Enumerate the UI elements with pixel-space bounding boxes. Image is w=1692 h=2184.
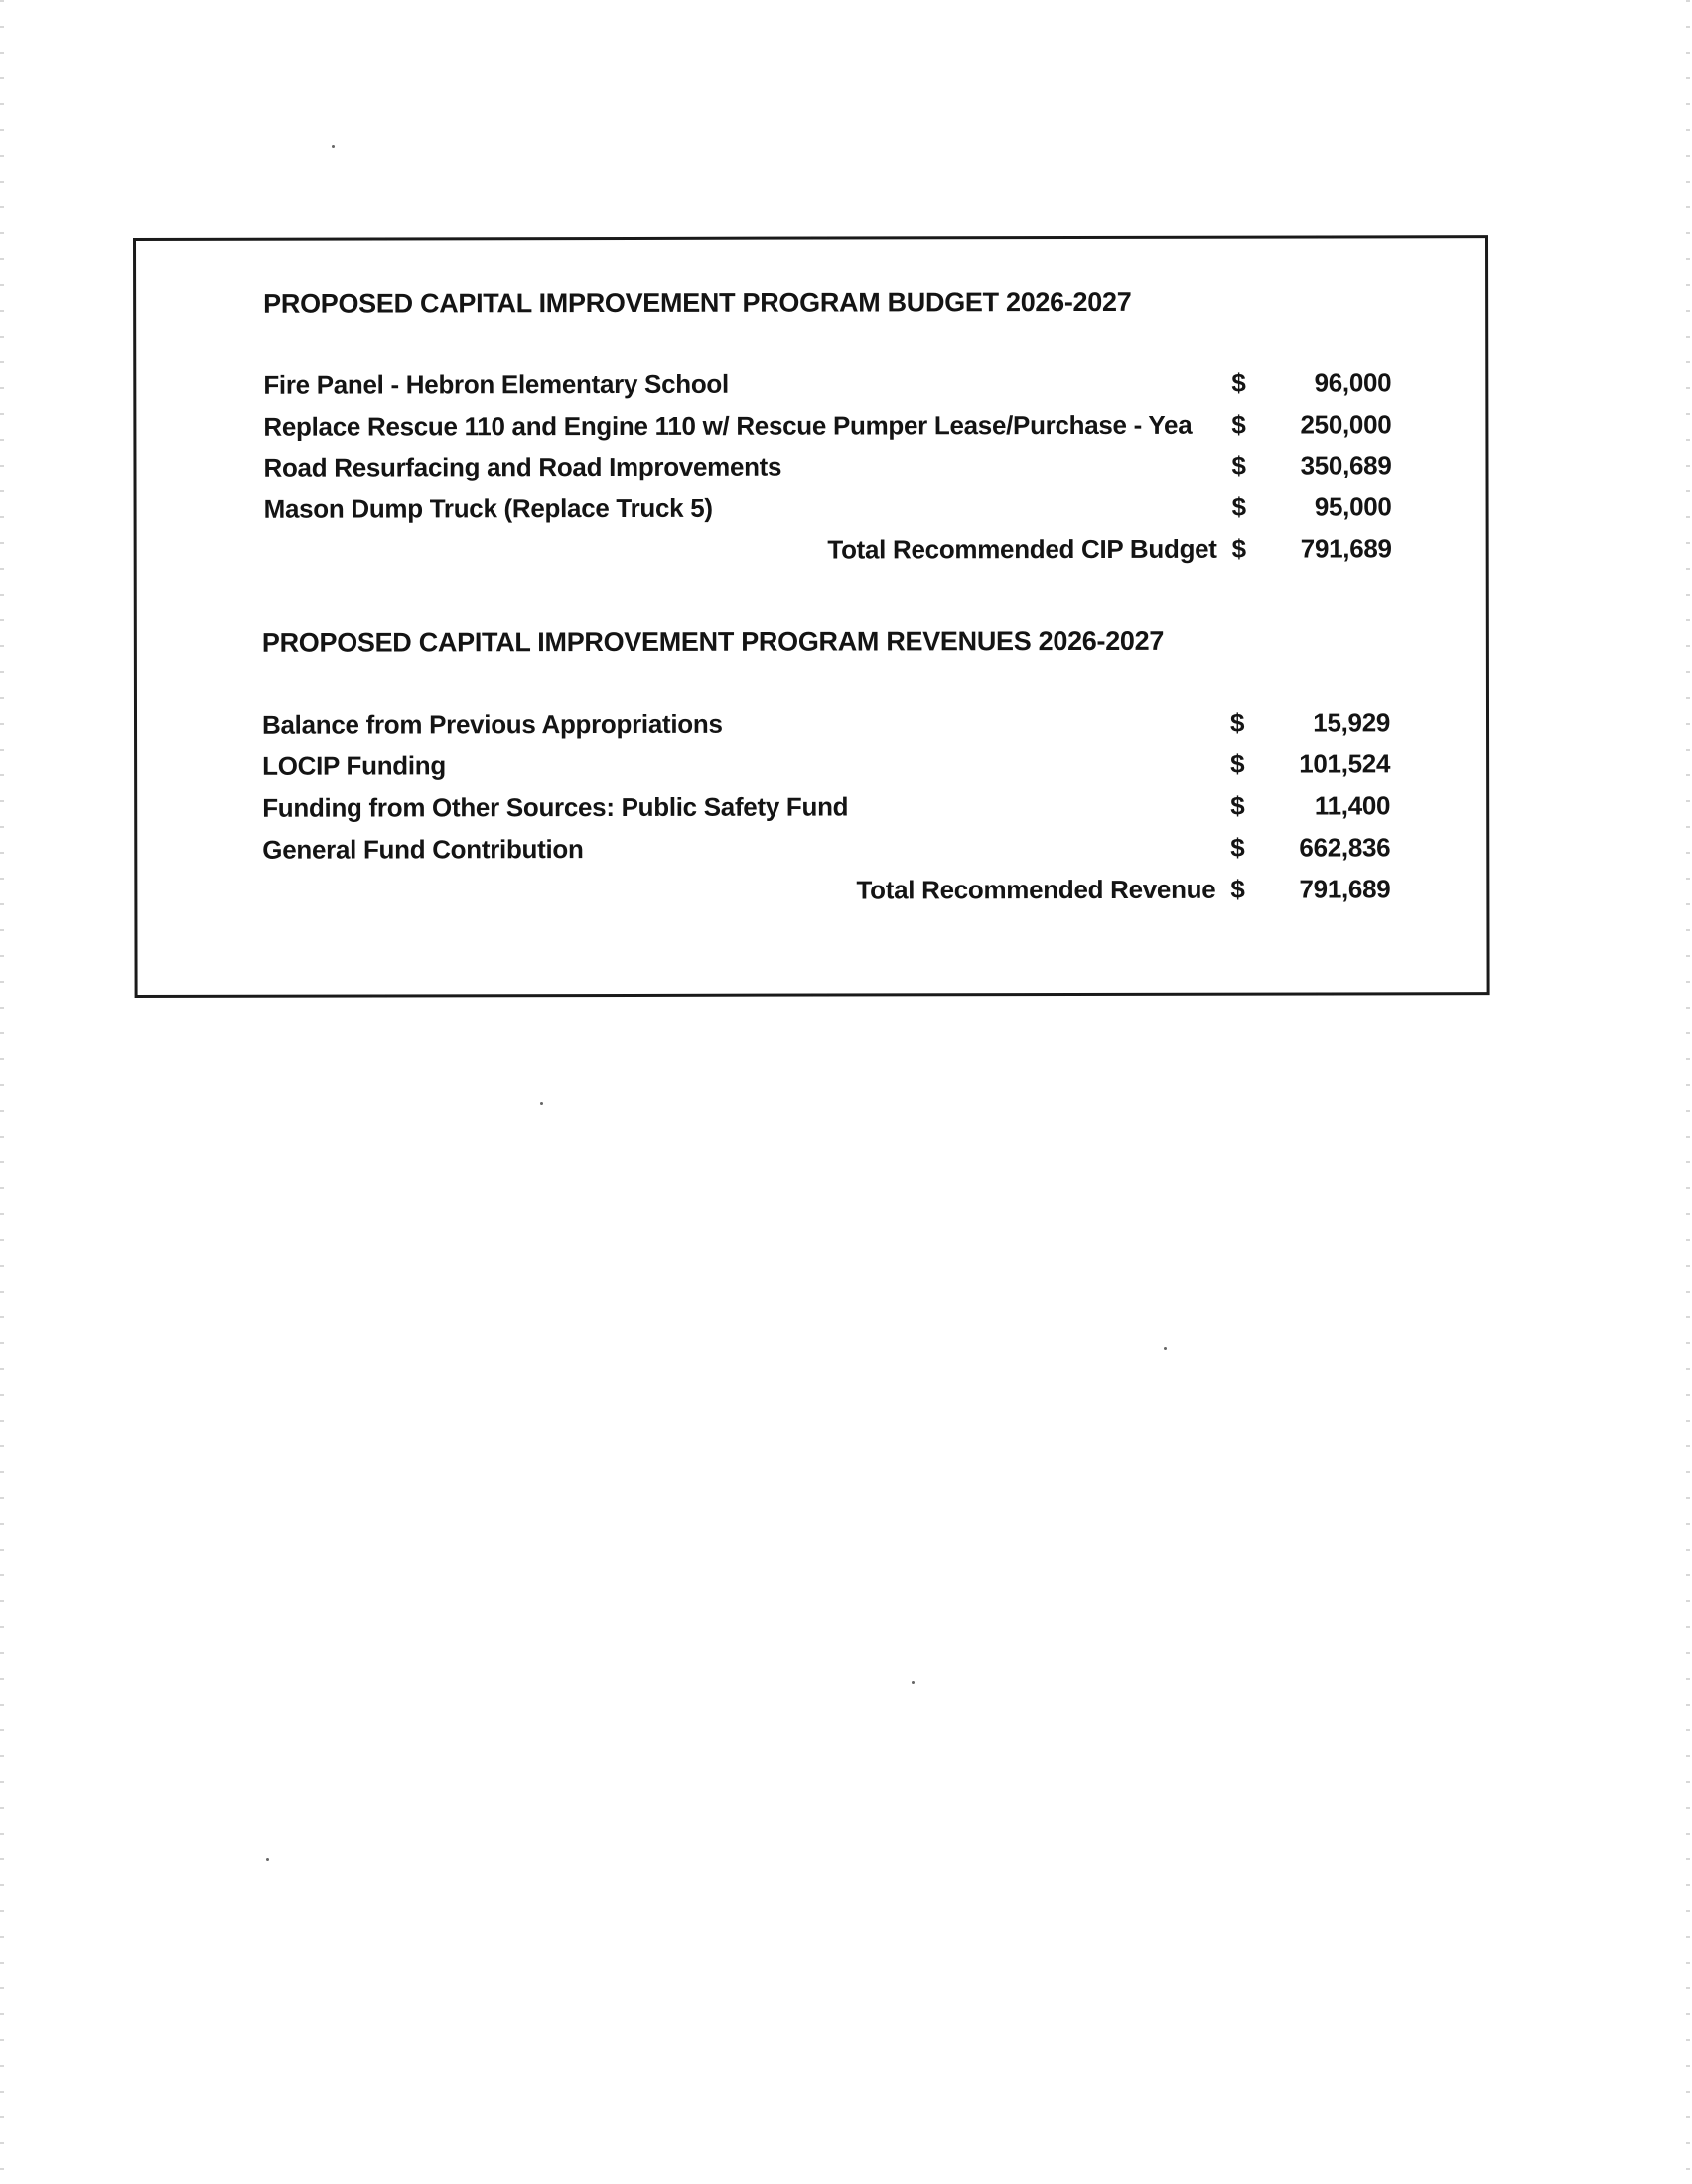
revenue-item-label: Funding from Other Sources: Public Safety Fund <box>262 791 849 823</box>
budget-item-label: Road Resurfacing and Road Improvements <box>263 451 782 482</box>
scan-speck <box>1164 1347 1167 1350</box>
budget-item-amount: 250,000 <box>1300 409 1392 440</box>
currency-symbol: $ <box>1229 707 1245 738</box>
budget-row <box>264 491 1396 527</box>
budget-item-amount: 350,689 <box>1300 450 1392 480</box>
revenue-item-label: General Fund Contribution <box>262 834 584 865</box>
budget-item-label: Mason Dump Truck (Replace Truck 5) <box>263 492 713 524</box>
budget-total-amount: 791,689 <box>1300 533 1392 564</box>
budget-item-amount: 95,000 <box>1314 491 1392 522</box>
revenue-row <box>262 749 1394 784</box>
budget-item-amount: 96,000 <box>1314 367 1392 398</box>
currency-symbol: $ <box>1231 367 1246 398</box>
budget-row <box>263 450 1395 485</box>
revenue-row <box>262 790 1394 826</box>
revenue-row <box>262 832 1394 868</box>
scan-speck <box>912 1681 915 1684</box>
left-scan-edge <box>0 0 4 2184</box>
budget-row <box>263 409 1395 445</box>
revenue-total-row <box>262 874 1394 909</box>
revenue-item-amount: 101,524 <box>1299 749 1391 779</box>
currency-symbol: $ <box>1231 409 1246 440</box>
scan-speck <box>266 1858 269 1861</box>
revenues-heading: PROPOSED CAPITAL IMPROVEMENT PROGRAM REVENUES 2026-2027 <box>261 625 1165 658</box>
currency-symbol: $ <box>1230 749 1245 779</box>
budget-item-label: Replace Rescue 110 and Engine 110 w/ Rescue Pumper Lease/Purchase - Yea <box>263 409 1193 442</box>
currency-symbol: $ <box>1231 533 1246 564</box>
revenue-item-amount: 15,929 <box>1313 707 1391 738</box>
revenue-item-amount: 662,836 <box>1299 832 1391 863</box>
currency-symbol: $ <box>1230 832 1245 863</box>
right-scan-edge <box>1686 0 1690 2184</box>
revenue-total-amount: 791,689 <box>1299 874 1391 904</box>
revenue-total-label: Total Recommended Revenue <box>856 874 1216 905</box>
scan-speck <box>540 1102 543 1105</box>
currency-symbol: $ <box>1231 491 1246 522</box>
budget-item-label: Fire Panel - Hebron Elementary School <box>263 368 729 400</box>
revenue-row <box>262 707 1394 743</box>
currency-symbol: $ <box>1230 874 1245 904</box>
revenue-item-amount: 11,400 <box>1314 790 1391 821</box>
budget-heading: PROPOSED CAPITAL IMPROVEMENT PROGRAM BUDGET 2026-2027 <box>263 286 1132 319</box>
revenue-item-label: LOCIP Funding <box>262 751 446 781</box>
budget-row <box>263 367 1395 403</box>
revenue-item-label: Balance from Previous Appropriations <box>261 708 723 740</box>
budget-total-label: Total Recommended CIP Budget <box>827 533 1217 565</box>
currency-symbol: $ <box>1230 790 1245 821</box>
currency-symbol: $ <box>1231 450 1246 480</box>
scan-speck <box>332 145 335 148</box>
cip-summary-box <box>133 235 1490 998</box>
budget-total-row <box>264 533 1396 569</box>
